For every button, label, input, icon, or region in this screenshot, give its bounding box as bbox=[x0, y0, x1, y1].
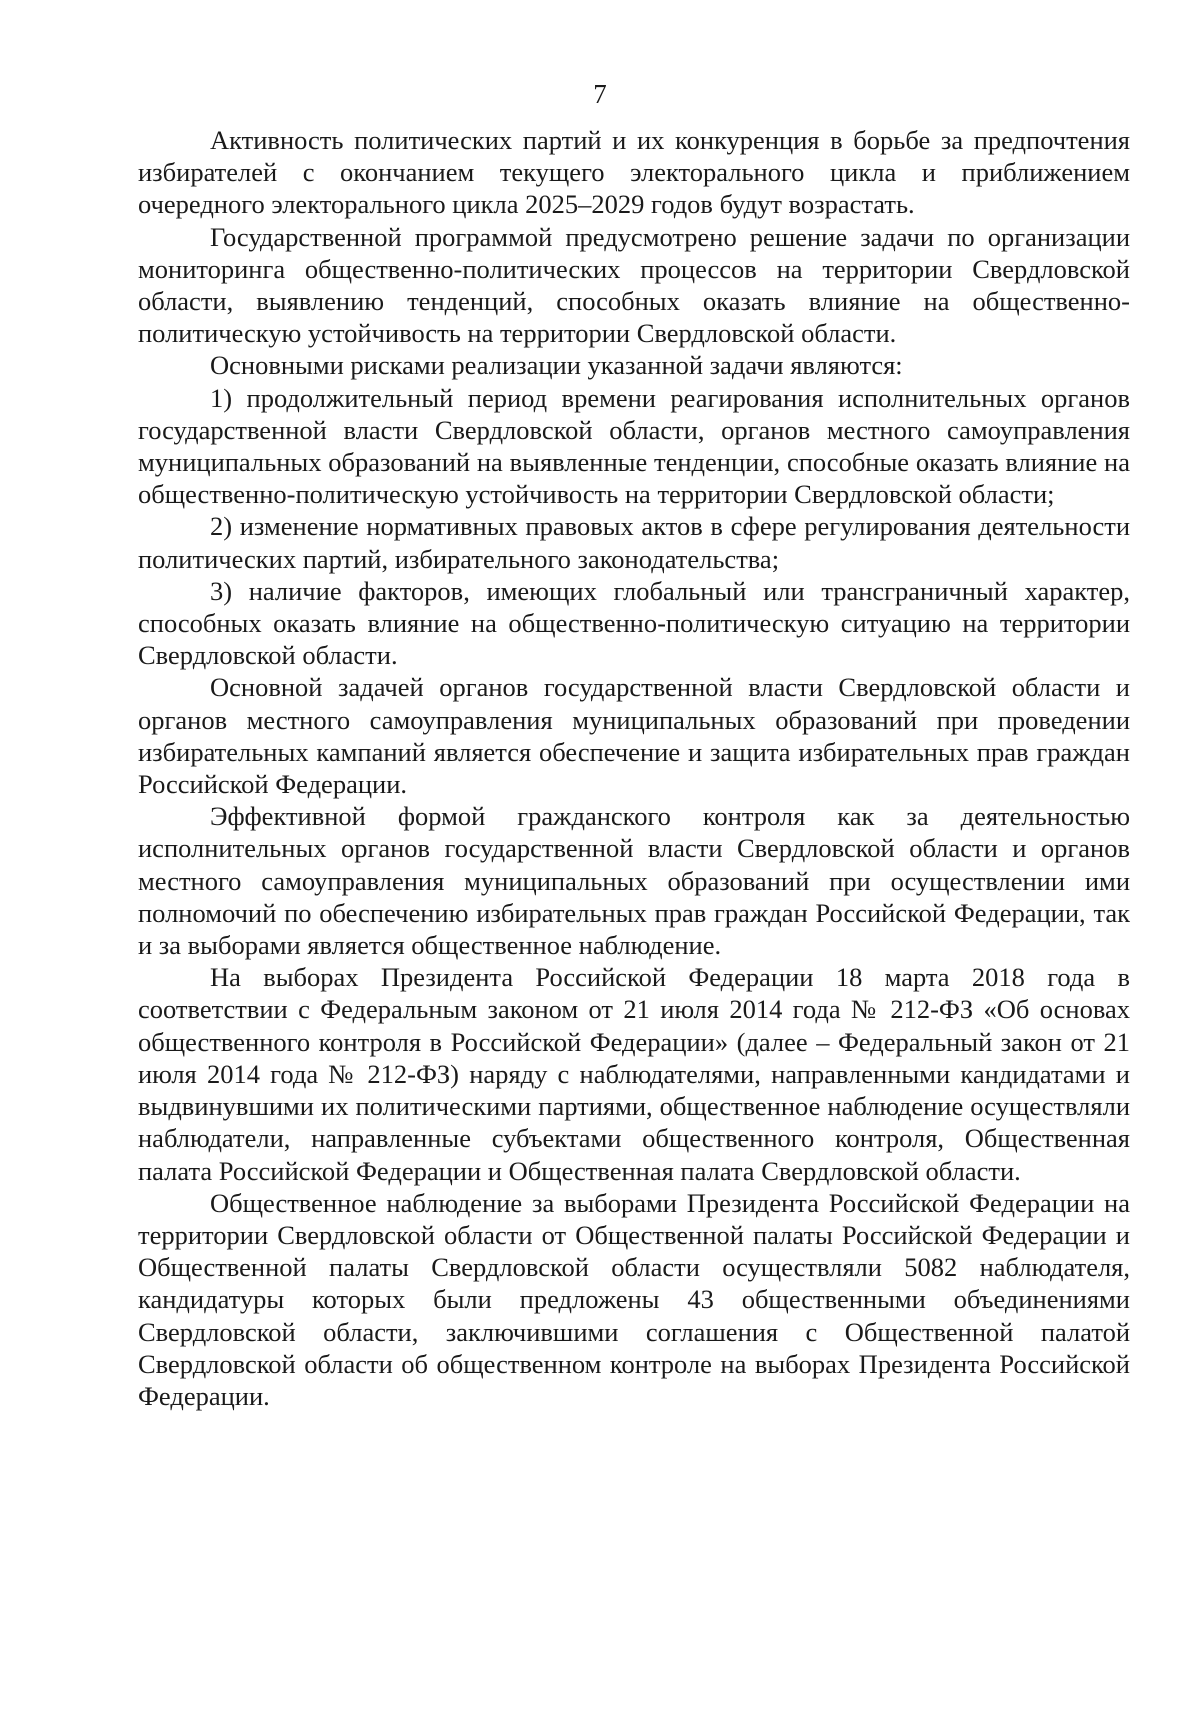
paragraph-state-program: Государственной программой предусмотрено решение задачи по организации мониторинга общественно-политических процессов на территории Свердловской области, выявлению тенденций, способных оказать влияние на общественно-политическую устойчивость на территории Свердловской области. bbox=[138, 221, 1130, 349]
paragraph-party-activity: Активность политических партий и их конкуренция в борьбе за предпочтения избирателей с окончанием текущего электорального цикла и приближением очередного электорального цикла 2025–2029 годов будут возрастать. bbox=[138, 125, 1130, 220]
paragraph-presidential-elections: На выборах Президента Российской Федерации 18 марта 2018 года в соответствии с Федеральным законом от 21 июля 2014 года № 212-ФЗ «Об основах общественного контроля в Российской Федерации» (далее – Федеральный закон от 21 июля 2014 года № 212-ФЗ) наряду с наблюдателями, направленными кандидатами и выдвинувшими их политическими партиями, общественное наблюдение осуществляли наблюдатели, направленные субъектами общественного контроля, Общественная палата Российской Федерации и Общественная палата Свердловской области. bbox=[138, 962, 1130, 1186]
list-item-risk-1: 1) продолжительный период времени реагирования исполнительных органов государственной власти Свердловской области, органов местного самоуправления муниципальных образований на выявленные тенденции, способные оказать влияние на общественно-политическую устойчивость на территории Свердловской области; bbox=[138, 382, 1130, 510]
document-body bbox=[138, 124, 1130, 1412]
page-number: 7 bbox=[593, 79, 607, 109]
paragraph-main-task: Основной задачей органов государственной власти Свердловской области и органов местного самоуправления муниципальных образований при проведении избирательных кампаний является обеспечение и защита избирательных прав граждан Российской Федерации. bbox=[138, 672, 1130, 800]
paragraph-civil-control: Эффективной формой гражданского контроля как за деятельностью исполнительных органов государственной власти Свердловской области и органов местного самоуправления муниципальных образований при осуществлении ими полномочий по обеспечению избирательных прав граждан Российской Федерации, так и за выборами является общественное наблюдение. bbox=[138, 801, 1130, 961]
list-item-risk-3: 3) наличие факторов, имеющих глобальный или трансграничный характер, способных оказать влияние на общественно-политическую ситуацию на территории Свердловской области. bbox=[138, 575, 1130, 671]
list-item-risk-2: 2) изменение нормативных правовых актов в сфере регулирования деятельности политических партий, избирательного законодательства; bbox=[138, 511, 1130, 574]
paragraph-public-observation: Общественное наблюдение за выборами Президента Российской Федерации на территории Свердловской области от Общественной палаты Российской Федерации и Общественной палаты Свердловской области осуществляли 5082 наблюдателя, кандидатуры которых были предложены 43 общественными объединениями Свердловской области, заключившими соглашения с Общественной палатой Свердловской области об общественном контроле на выборах Президента Российской Федерации. bbox=[138, 1187, 1130, 1411]
paragraph-risks-intro: Основными рисками реализации указанной задачи являются: bbox=[210, 350, 903, 381]
